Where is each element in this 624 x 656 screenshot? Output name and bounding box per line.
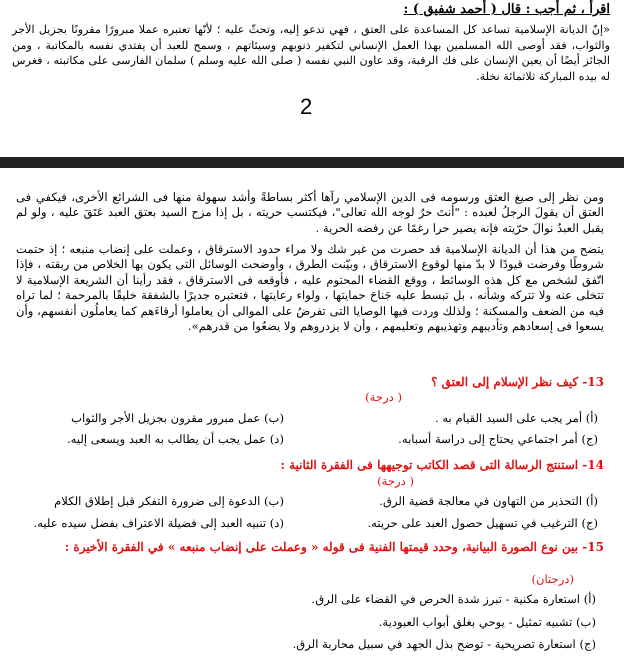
- question-14-option-b[interactable]: (ب) الدعوة إلى ضرورة التفكر قبل إطلاق الكلام: [54, 494, 284, 508]
- page-bottom-section: [0, 168, 624, 656]
- question-14-option-c[interactable]: (ج) الترغيب في تسهيل حصول العبد على حريته.: [367, 516, 598, 530]
- question-14-marks: ( درجة): [377, 474, 414, 488]
- question-13-option-d[interactable]: (د) عمل يجب أن يطالب به العبد ويسعى إليه.: [66, 432, 284, 446]
- question-15-option-c[interactable]: (ج) استعارة تصريحية - توضح بذل الجهد في سبيل محاربة الرق.: [292, 637, 596, 651]
- question-15-title: 15- بين نوع الصورة البيانية، وحدد قيمتها الفنية فى قوله « وعملت على إنضاب منبعه » في الفقرة الأخيرة :: [64, 540, 604, 554]
- quoted-passage: «إنّ الديانة الإسلامية تساعد كل المساعدة على العتق ، فهي تدعو إليه، وتحثّ عليه ؛ لأنّها تعتبره عملا مبرورًا مقرونًا بجزيل الأجر والثواب، فقد أوصى الله المسلمين بهذا العمل الإنساني لتكفير ذنوبهم وسيئاتهم ، وسمح للعبد أن يفتدي نفسه بالمكاتبة ، ومن الجائز أيضًا أن يعين الإنسان على فك الرقبة، وقد عاون النبي نفسه ( صلى الله عليه وسلم ) سلمان الفارسى على مكاتبته ، فغرس له بيده المباركة ثلاثمائة نخلة.: [12, 23, 610, 83]
- question-14-option-a[interactable]: (أ) التحذير من التهاون في معالجة قضية الرق.: [379, 494, 598, 508]
- question-14-title: 14- استنتج الرسالة التى قصد الكاتب توجيهها فى الفقرة الثانية :: [280, 458, 604, 472]
- paragraph-1: ومن نظر إلى صيغ العتق ورسومه فى الدين الإسلامي رآها أكثر بساطةً وأشد سهولة منها فى الشرائع الأخرى، فيكفي فى العتق أن يقولَ الرجلُ لعبده : "أنتَ حرٌ لوجه الله تعالى"، فيكتسب حريته ، بل إذا مزح السيد بعتق العبد عَتَقَ عليه ، ولو لم يقبل العبدُ نوالَ حرّيته فإنه يصير حرا رغمًا عن رفضه الحرية .: [16, 190, 604, 235]
- question-14-option-d[interactable]: (د) تنبيه العبد إلى فضيلة الاعتراف بفضل سيده عليه.: [33, 516, 284, 530]
- reading-instruction-header: اقرأ ، ثم أجب : قال ( أحمد شفيق ) :: [403, 2, 610, 17]
- question-13-marks: ( درجة): [365, 390, 402, 404]
- page-number: 2: [300, 94, 313, 119]
- page-divider: [0, 157, 624, 168]
- question-13-option-c[interactable]: (ج) أمر اجتماعي يحتاج إلى دراسة أسبابه.: [398, 432, 598, 446]
- question-15-option-b[interactable]: (ب) تشبيه تمثيل - يوحي بغلق أبواب العبودية.: [378, 615, 596, 629]
- paragraph-2: يتضح من هذا أن الديانة الإسلامية قد حصرت من غير شك ولا مراء حدود الاسترقاق ، وعملت على إنضاب منبعه ؛ إذ حتمت شروطًا وفرضت قيودًا لا بدّ منها لوقوع الاسترقاق ، وبيّنت الطرق ، وأوضحت الوسائل التى يكون بها الخلاص من ربقته ، فإذا اتّفق لشخص مع كل هذه الوسائط ، ووقع القضاء المحتوم عليه ، فأوقعه فى الاسترقاق ، فقد رأينا أن الشريعة الإسلامية لا تتخلى عنه ولا تتركه وشأنه ، بل تبسط عليه جَناحَ حمايتها ، ولواء رعايتها ، فتعتبره جديرًا بالشفقة خليقًا بالمرحمة ؛ لما تراه فيه من الضعف والمسكنة ؛ ولذلك وردت فيها الوصايا التى تفرضُ على الموالى أن يعاملوا أرقاءَهم كما يعاملُون أنفسهم، وأن يسعوا فى إسعادهم وتأديبهم وتهذيبهم وتعليمهم ، وأن لا يزدروهم ولا يضعُوا من قدرهم».: [16, 242, 604, 334]
- question-13-title: 13- كيف نظر الإسلام إلى العتق ؟: [431, 375, 604, 389]
- question-15-marks: (درجتان): [531, 572, 574, 586]
- question-15-option-a[interactable]: (أ) استعارة مكنية - تبرز شدة الحرص في القضاء على الرق.: [311, 592, 596, 606]
- page-top-section: [0, 0, 624, 148]
- question-13-option-b[interactable]: (ب) عمل مبرور مقرون بجزيل الأجر والثواب: [71, 411, 284, 425]
- question-13-option-a[interactable]: (أ) أمر يجب على السيد القيام به .: [434, 411, 598, 425]
